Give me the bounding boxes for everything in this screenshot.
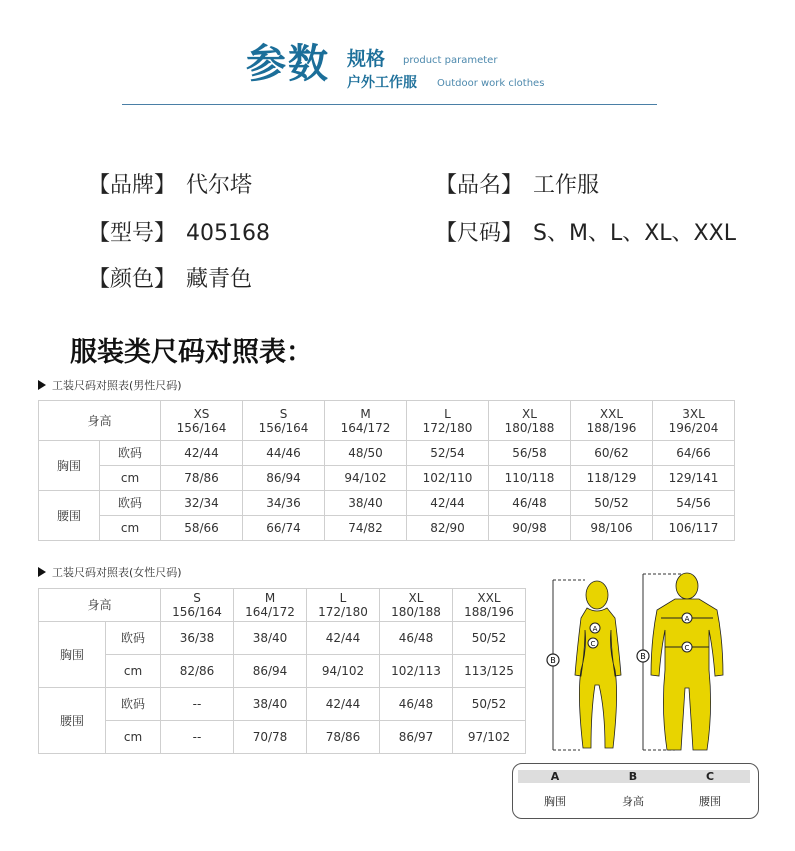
- female-label-a: A: [592, 625, 598, 633]
- info-color: [88, 262, 252, 293]
- info-brand-value: 代尔塔: [186, 173, 253, 198]
- women-size-range: 172/180: [318, 605, 368, 619]
- men-cell-chest-cm: 118/129: [571, 466, 653, 491]
- women-cell-waist-eu: 42/44: [307, 688, 380, 721]
- men-cell-waist-cm: 106/117: [653, 516, 735, 541]
- women-cell-chest-eu: 42/44: [307, 622, 380, 655]
- men-size-header: [407, 401, 489, 441]
- men-cell-waist-eu: 34/36: [243, 491, 325, 516]
- men-eu-label: 欧码: [100, 491, 161, 516]
- male-figure: [637, 573, 723, 750]
- women-subtitle-text: 工装尺码对照表(女性尺码): [52, 566, 182, 579]
- legend-text-waist: 腰围: [699, 795, 721, 808]
- men-cell-chest-cm: 110/118: [489, 466, 571, 491]
- women-subtitle: [38, 564, 182, 580]
- legend-text-height: 身高: [622, 795, 644, 808]
- men-subtitle-text: 工装尺码对照表(男性尺码): [52, 379, 182, 392]
- legend-key-c: C: [705, 770, 715, 783]
- women-size-range: 156/164: [172, 605, 222, 619]
- legend-text-chest: 胸围: [544, 795, 566, 808]
- women-cell-chest-cm: 113/125: [453, 655, 526, 688]
- men-cm-label: cm: [100, 466, 161, 491]
- women-cell-waist-eu: 38/40: [234, 688, 307, 721]
- men-cell-waist-cm: 58/66: [161, 516, 243, 541]
- men-cell-chest-eu: 48/50: [325, 441, 407, 466]
- men-size-range: 156/164: [176, 420, 227, 435]
- male-label-b: B: [640, 652, 646, 661]
- men-cell-chest-eu: 42/44: [161, 441, 243, 466]
- women-waist-label: 腰围: [39, 688, 106, 754]
- women-size-name: XXL: [477, 591, 501, 605]
- body-measurement-figures: [535, 570, 775, 755]
- women-size-range: 188/196: [464, 605, 514, 619]
- men-cell-waist-eu: 50/52: [571, 491, 653, 516]
- women-cm-label: cm: [106, 721, 161, 754]
- women-cell-chest-cm: 86/94: [234, 655, 307, 688]
- women-size-name: M: [264, 591, 276, 605]
- women-cell-chest-cm: 82/86: [161, 655, 234, 688]
- men-cell-waist-eu: 42/44: [407, 491, 489, 516]
- men-cell-chest-cm: 86/94: [243, 466, 325, 491]
- title-product-type-en: Outdoor work clothes: [437, 78, 545, 89]
- women-size-name: S: [193, 591, 201, 605]
- info-name: [435, 168, 599, 199]
- men-size-name: L: [444, 406, 451, 421]
- men-cell-chest-eu: 44/46: [243, 441, 325, 466]
- men-eu-label: 欧码: [100, 441, 161, 466]
- men-cell-chest-eu: 64/66: [653, 441, 735, 466]
- women-cell-chest-eu: 36/38: [161, 622, 234, 655]
- info-size: [435, 216, 736, 247]
- info-color-key: 【颜色】: [88, 267, 177, 292]
- men-size-range: 156/164: [258, 420, 309, 435]
- men-cm-label: cm: [100, 516, 161, 541]
- women-cell-chest-eu: 50/52: [453, 622, 526, 655]
- women-cell-waist-eu: 50/52: [453, 688, 526, 721]
- info-size-value: S、M、L、XL、XXL: [533, 221, 736, 246]
- men-size-name: 3XL: [682, 406, 705, 421]
- men-subtitle: [38, 377, 182, 393]
- men-cell-chest-eu: 60/62: [571, 441, 653, 466]
- men-size-range: 196/204: [668, 420, 719, 435]
- women-cell-waist-eu: --: [161, 688, 234, 721]
- legend-key-b: B: [628, 770, 638, 783]
- male-label-c: C: [684, 644, 690, 652]
- info-model-value: 405168: [186, 221, 270, 246]
- info-color-value: 藏青色: [186, 267, 253, 292]
- men-cell-chest-eu: 56/58: [489, 441, 571, 466]
- women-cell-waist-cm: 70/78: [234, 721, 307, 754]
- men-size-header: [161, 401, 243, 441]
- women-size-range: 180/188: [391, 605, 441, 619]
- women-cell-waist-cm: 86/97: [380, 721, 453, 754]
- title-spec: 规格: [347, 48, 386, 70]
- male-label-a: A: [684, 615, 690, 623]
- info-size-key: 【尺码】: [435, 221, 524, 246]
- men-waist-label: 腰围: [39, 491, 100, 541]
- title-spec-en: product parameter: [403, 55, 498, 66]
- men-size-table: [38, 400, 735, 541]
- men-size-range: 172/180: [422, 420, 473, 435]
- women-size-header: [307, 589, 380, 622]
- men-cell-chest-eu: 52/54: [407, 441, 489, 466]
- play-triangle-icon: [38, 567, 46, 577]
- women-cell-chest-eu: 38/40: [234, 622, 307, 655]
- men-size-name: S: [279, 406, 288, 421]
- women-size-name: L: [339, 591, 347, 605]
- women-size-header: [453, 589, 526, 622]
- women-chest-label: 胸围: [39, 622, 106, 688]
- men-cell-waist-eu: 38/40: [325, 491, 407, 516]
- men-cell-chest-cm: 78/86: [161, 466, 243, 491]
- legend-key-a: A: [550, 770, 560, 783]
- men-chest-label: 胸围: [39, 441, 100, 491]
- size-chart-title: 服装类尺码对照表：: [70, 337, 313, 368]
- info-brand: [88, 168, 252, 199]
- info-name-value: 工作服: [533, 173, 600, 198]
- men-size-name: M: [360, 406, 371, 421]
- men-cell-chest-cm: 102/110: [407, 466, 489, 491]
- women-size-name: XL: [408, 591, 424, 605]
- title-product-type: 户外工作服: [347, 75, 417, 91]
- men-cell-waist-cm: 90/98: [489, 516, 571, 541]
- women-size-header: [380, 589, 453, 622]
- info-model-key: 【型号】: [88, 221, 177, 246]
- women-cell-chest-eu: 46/48: [380, 622, 453, 655]
- men-cell-chest-cm: 129/141: [653, 466, 735, 491]
- women-cell-chest-cm: 94/102: [307, 655, 380, 688]
- men-size-header: [653, 401, 735, 441]
- men-size-range: 180/188: [504, 420, 555, 435]
- men-size-range: 188/196: [586, 420, 637, 435]
- men-size-header: [571, 401, 653, 441]
- men-cell-waist-eu: 46/48: [489, 491, 571, 516]
- page-title-main: 参数: [246, 41, 330, 87]
- women-size-range: 164/172: [245, 605, 295, 619]
- women-size-header: [234, 589, 307, 622]
- women-cm-label: cm: [106, 655, 161, 688]
- men-height-label: 身高: [39, 401, 161, 441]
- men-size-header: [325, 401, 407, 441]
- men-size-name: XXL: [599, 406, 624, 421]
- women-cell-waist-cm: --: [161, 721, 234, 754]
- men-size-name: XL: [522, 406, 537, 421]
- men-cell-waist-eu: 32/34: [161, 491, 243, 516]
- women-height-label: 身高: [39, 589, 161, 622]
- women-cell-waist-eu: 46/48: [380, 688, 453, 721]
- women-cell-chest-cm: 102/113: [380, 655, 453, 688]
- men-size-range: 164/172: [340, 420, 391, 435]
- men-size-name: XS: [193, 406, 210, 421]
- women-cell-waist-cm: 78/86: [307, 721, 380, 754]
- women-cell-waist-cm: 97/102: [453, 721, 526, 754]
- header-divider: [122, 104, 657, 105]
- women-eu-label: 欧码: [106, 688, 161, 721]
- men-cell-waist-eu: 54/56: [653, 491, 735, 516]
- female-label-c: C: [590, 640, 596, 648]
- info-model: [88, 216, 270, 247]
- men-cell-waist-cm: 98/106: [571, 516, 653, 541]
- women-eu-label: 欧码: [106, 622, 161, 655]
- men-size-header: [489, 401, 571, 441]
- info-name-key: 【品名】: [435, 173, 524, 198]
- women-size-header: [161, 589, 234, 622]
- female-label-b: B: [550, 656, 556, 665]
- female-figure: [547, 580, 621, 750]
- play-triangle-icon: [38, 380, 46, 390]
- men-size-header: [243, 401, 325, 441]
- info-brand-key: 【品牌】: [88, 173, 177, 198]
- men-cell-waist-cm: 74/82: [325, 516, 407, 541]
- men-cell-waist-cm: 66/74: [243, 516, 325, 541]
- women-size-table: [38, 588, 526, 754]
- men-cell-chest-cm: 94/102: [325, 466, 407, 491]
- men-cell-waist-cm: 82/90: [407, 516, 489, 541]
